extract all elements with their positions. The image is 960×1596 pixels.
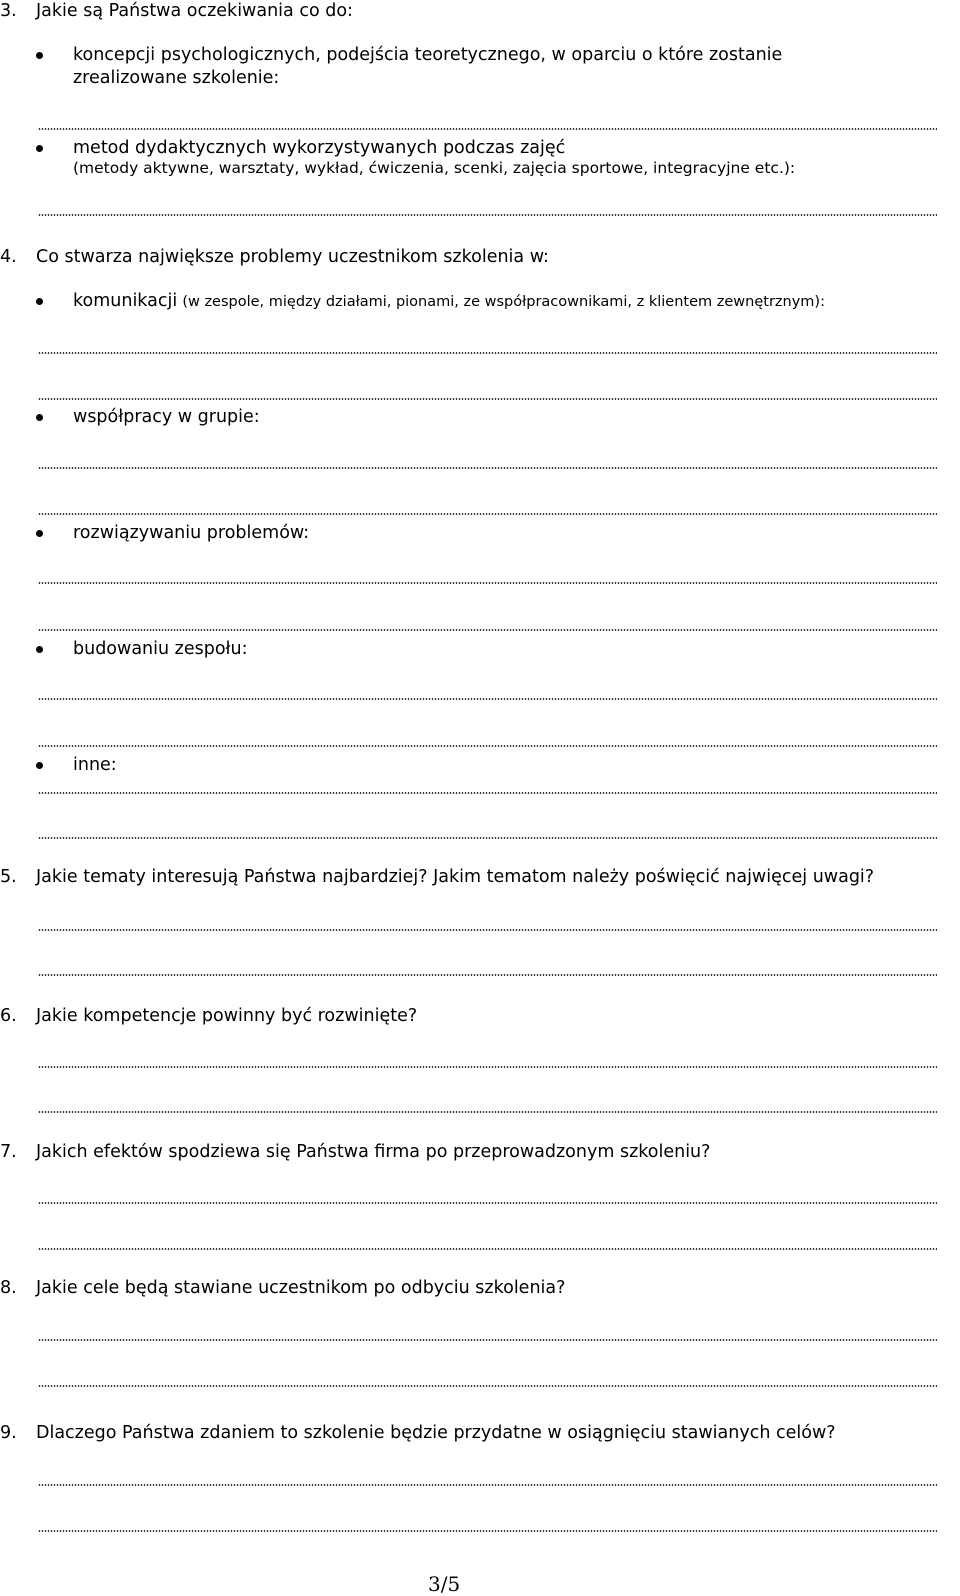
- answer-line[interactable]: [38, 513, 937, 515]
- question-4-number: 4.: [0, 247, 17, 267]
- q3-item-1-line-1: koncepcji psychologicznych, podejścia teoretycznego, w oparciu o które zostanie: [73, 45, 783, 65]
- bullet: [36, 646, 43, 653]
- question-9-number: 9.: [0, 1423, 17, 1443]
- question-5-text: Jakie tematy interesują Państwa najbardziej? Jakim tematom należy poświęcić najwięcej uwagi?: [36, 867, 875, 887]
- answer-line[interactable]: [38, 1385, 937, 1387]
- answer-line[interactable]: [38, 837, 937, 839]
- answer-line[interactable]: [38, 1066, 937, 1068]
- question-3-number: 3.: [0, 1, 17, 21]
- bullet: [36, 414, 43, 421]
- question-4-text: Co stwarza największe problemy uczestnikom szkolenia w:: [36, 247, 549, 267]
- question-3-text: Jakie są Państwa oczekiwania co do:: [36, 1, 353, 21]
- question-5-number: 5.: [0, 867, 17, 887]
- question-6-number: 6.: [0, 1006, 17, 1026]
- q4-item-note: (w zespole, między działami, pionami, ze współpracownikami, z klientem zewnętrznym):: [182, 294, 825, 310]
- q3-item-2-line-1: metod dydaktycznych wykorzystywanych podczas zajęć: [73, 138, 566, 158]
- answer-line[interactable]: [38, 929, 937, 931]
- page-number: 3/5: [428, 1572, 461, 1596]
- answer-line[interactable]: [38, 1248, 937, 1250]
- bullet: [36, 762, 43, 769]
- q4-item-label: inne:: [73, 755, 117, 775]
- answer-line[interactable]: [38, 1111, 937, 1113]
- answer-line[interactable]: [38, 745, 937, 747]
- answer-line[interactable]: [38, 214, 937, 216]
- question-6-text: Jakie kompetencje powinny być rozwinięte?: [36, 1006, 418, 1026]
- q4-item-label: rozwiązywaniu problemów:: [73, 523, 310, 543]
- answer-line[interactable]: [38, 974, 937, 976]
- answer-line[interactable]: [38, 698, 937, 700]
- bullet: [36, 145, 43, 152]
- bullet: [36, 52, 43, 59]
- answer-line[interactable]: [38, 1530, 937, 1532]
- question-9-text: Dlaczego Państwa zdaniem to szkolenie będzie przydatne w osiągnięciu stawianych celów?: [36, 1423, 836, 1443]
- answer-line[interactable]: [38, 467, 937, 469]
- answer-line[interactable]: [38, 582, 937, 584]
- q4-item-label: współpracy w grupie:: [73, 407, 260, 427]
- question-7-number: 7.: [0, 1142, 17, 1162]
- answer-line[interactable]: [38, 792, 937, 794]
- bullet: [36, 530, 43, 537]
- bullet: [36, 298, 43, 305]
- q4-item-label: komunikacji: [73, 291, 178, 311]
- question-8-text: Jakie cele będą stawiane uczestnikom po odbyciu szkolenia?: [36, 1278, 566, 1298]
- answer-line[interactable]: [38, 629, 937, 631]
- answer-line[interactable]: [38, 1202, 937, 1204]
- answer-line[interactable]: [38, 352, 937, 354]
- question-8-number: 8.: [0, 1278, 17, 1298]
- answer-line[interactable]: [38, 398, 937, 400]
- question-7-text: Jakich efektów spodziewa się Państwa firma po przeprowadzonym szkoleniu?: [36, 1142, 711, 1162]
- answer-line[interactable]: [38, 1339, 937, 1341]
- q3-item-1-line-2: zrealizowane szkolenie:: [73, 68, 280, 88]
- answer-line[interactable]: [38, 1484, 937, 1486]
- q4-item-label: budowaniu zespołu:: [73, 639, 248, 659]
- answer-line[interactable]: [38, 128, 937, 130]
- q3-item-2-line-2: (metody aktywne, warsztaty, wykład, ćwiczenia, scenki, zajęcia sportowe, integracyjne etc.):: [73, 159, 796, 177]
- q4-item-communication: [73, 290, 825, 313]
